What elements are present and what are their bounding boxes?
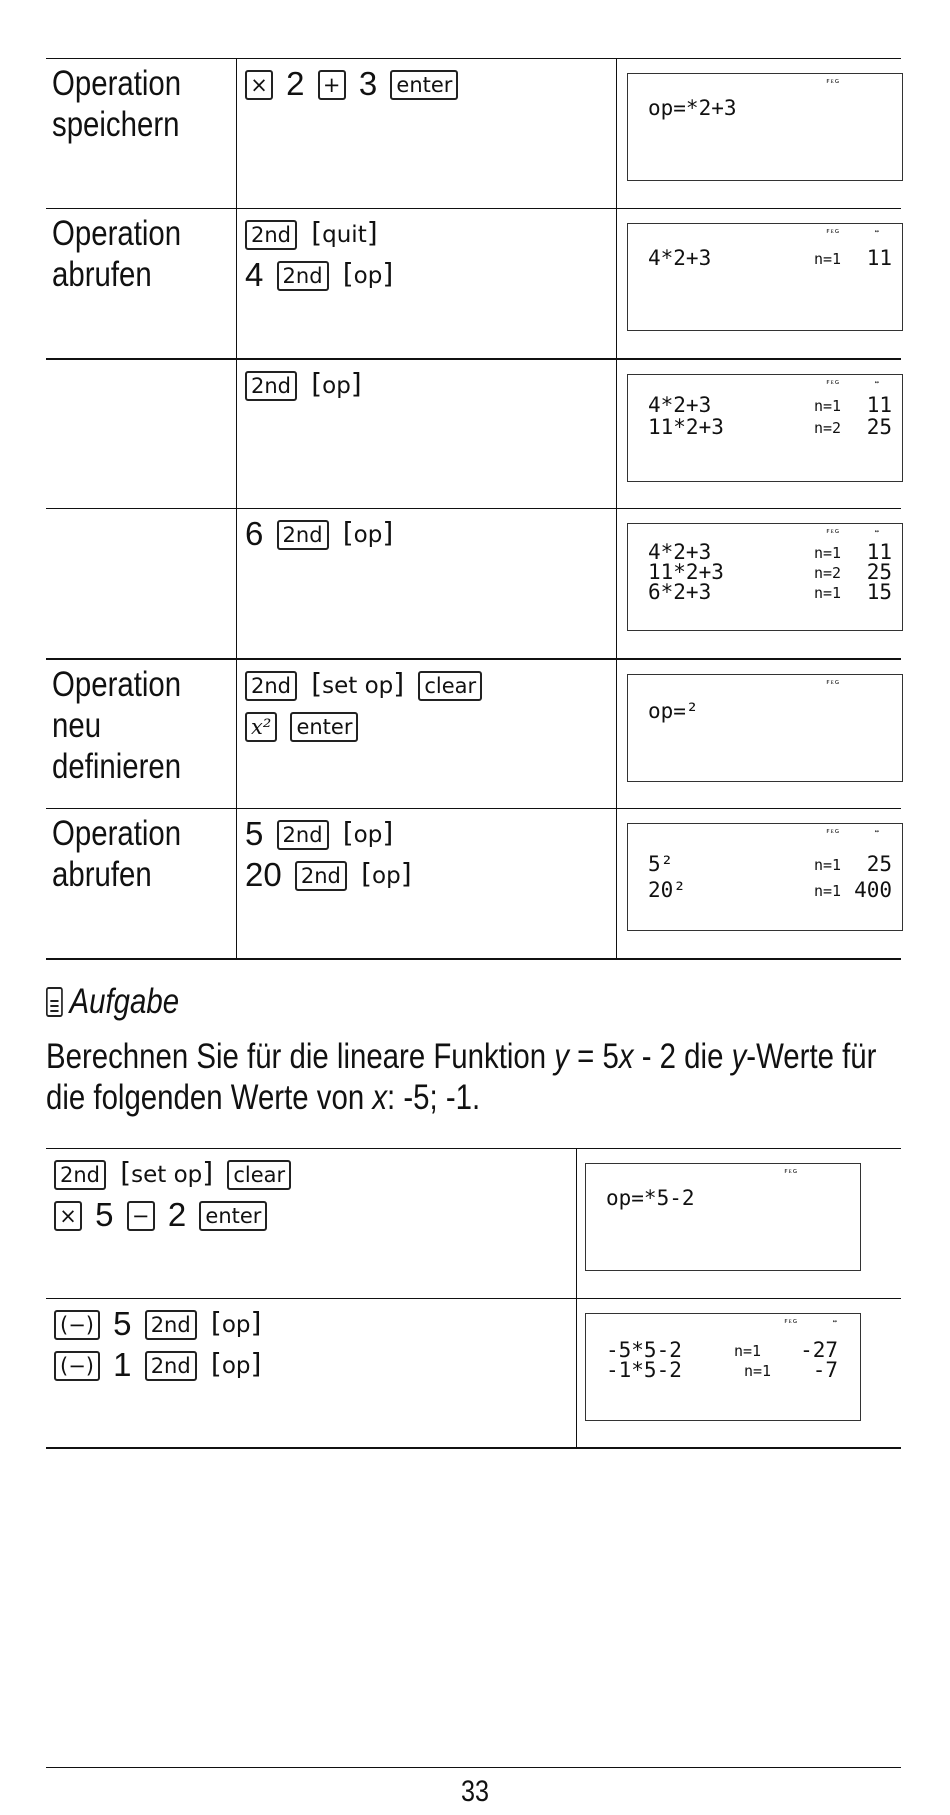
calculator-screen (627, 73, 903, 181)
2nd-key: 2nd (295, 861, 347, 891)
task-text (46, 1036, 901, 1118)
digit: 5 (245, 815, 264, 852)
screen-count: n=1 (744, 1361, 772, 1380)
2nd-key: 2nd (277, 520, 329, 550)
enter-key: enter (199, 1201, 267, 1231)
op-key: [ op ] (311, 370, 362, 400)
screen-result: -7 (812, 1357, 838, 1382)
quit-key: [ quit ] (311, 219, 377, 249)
arrow-indicator-icon: ↔ (874, 827, 880, 835)
screen-expression: 4*2+3 (648, 540, 712, 564)
screen-expression: 4*2+3 (648, 246, 712, 270)
screen-count: n=2 (814, 418, 842, 437)
minus-key: − (127, 1201, 155, 1231)
deg-indicator: ꜰᴇɢ (826, 827, 840, 835)
screen-expression: op=² (648, 698, 699, 723)
screen-result: 25 (866, 852, 892, 876)
screen-expression: 4*2+3 (648, 392, 712, 417)
clear-key: clear (418, 671, 482, 701)
screen-expression: 5² (648, 852, 674, 876)
keystrokes (237, 59, 617, 209)
set-op-key: [ set op ] (120, 1159, 213, 1189)
2nd-key: 2nd (145, 1310, 197, 1340)
screen-cell (617, 359, 902, 509)
screen-expression: -1*5-2 (606, 1357, 682, 1382)
enter-key: enter (290, 712, 358, 742)
row-label (46, 659, 237, 809)
keystrokes (46, 1148, 577, 1298)
operations-table (46, 58, 901, 960)
2nd-key: 2nd (277, 820, 329, 850)
arrow-indicator-icon: ↔ (832, 1316, 838, 1325)
screen-count: n=1 (814, 396, 842, 415)
screen-count: n=1 (814, 250, 842, 268)
table-row (46, 59, 901, 209)
calculator-screen (627, 523, 903, 631)
table-row (46, 1148, 901, 1298)
2nd-key: 2nd (54, 1160, 106, 1190)
screen-result: 25 (866, 414, 892, 439)
digit: 2 (286, 65, 305, 102)
screen-cell (617, 509, 902, 659)
table-row (46, 1298, 901, 1448)
task-var: y (731, 1036, 747, 1076)
task-var: x (618, 1036, 634, 1076)
screen-result: -27 (800, 1337, 838, 1362)
keystrokes (46, 1298, 577, 1448)
screen-expression: -5*5-2 (606, 1337, 682, 1362)
row-label-line: abrufen (52, 855, 152, 894)
op-key: [ op ] (343, 519, 394, 549)
digit: 5 (113, 1304, 132, 1342)
2nd-key: 2nd (145, 1351, 197, 1381)
row-label (46, 359, 237, 509)
2nd-key: 2nd (277, 261, 329, 291)
digit: 4 (245, 256, 264, 293)
digit: 1 (113, 1345, 132, 1383)
row-label (46, 509, 237, 659)
op-key: [ op ] (343, 819, 394, 849)
screen-result: 25 (866, 560, 892, 584)
table-row (46, 209, 901, 359)
calculator-screen (627, 374, 903, 482)
screen-cell (617, 659, 902, 809)
op-key: [ op ] (361, 860, 412, 890)
row-label-line: Operation (52, 64, 182, 103)
keystrokes (237, 209, 617, 359)
keystrokes (237, 659, 617, 809)
row-label-line: Operation (52, 814, 182, 853)
task-table (46, 1148, 901, 1450)
table-row (46, 809, 901, 959)
calculator-screen (627, 823, 903, 931)
screen-result: 11 (866, 246, 892, 270)
digit: 2 (167, 1195, 187, 1233)
digit: 3 (358, 65, 378, 102)
x-squared-key: x² (245, 712, 277, 742)
deg-indicator: ꜰᴇɢ (826, 527, 840, 535)
negative-key: (−) (54, 1351, 100, 1381)
multiply-key: × (245, 70, 273, 100)
row-label (46, 209, 237, 359)
calculator-screen (585, 1313, 861, 1421)
multiply-key: × (54, 1201, 82, 1231)
screen-count: n=1 (814, 584, 842, 602)
screen-count: n=1 (814, 544, 842, 562)
2nd-key: 2nd (245, 671, 297, 701)
row-label (46, 59, 237, 209)
screen-result: 11 (866, 540, 892, 564)
task-text-part: - 2 die (633, 1036, 732, 1076)
table-row (46, 509, 901, 659)
keystrokes (237, 359, 617, 509)
set-op-key: [ set op ] (311, 670, 404, 700)
digit: 20 (245, 856, 282, 893)
screen-cell (617, 209, 902, 359)
screen-expression: 6*2+3 (648, 580, 712, 604)
row-label-line: Operation (52, 664, 182, 704)
task-var: y (554, 1036, 569, 1076)
task-text-part: = 5 (568, 1036, 619, 1076)
task-heading (46, 982, 764, 1022)
keystrokes (237, 509, 617, 659)
task-heading-text: Aufgabe (69, 981, 180, 1021)
task-text-part: Berechnen Sie für die lineare Funktion (46, 1036, 555, 1076)
digit: 5 (95, 1195, 114, 1233)
screen-expression: 20² (648, 878, 686, 902)
deg-indicator: ꜰᴇɢ (826, 227, 840, 235)
screen-result: 11 (866, 392, 892, 417)
enter-key: enter (390, 70, 458, 100)
op-key: [ op ] (211, 1350, 262, 1380)
screen-result: 15 (866, 580, 892, 604)
task-text-part: : -5; -1. (387, 1077, 481, 1117)
calculator-screen (627, 223, 903, 331)
screen-expression: 11*2+3 (648, 414, 724, 439)
screen-expression: op=*5-2 (606, 1185, 695, 1210)
digit: 6 (245, 515, 264, 552)
op-key: [ op ] (343, 260, 394, 290)
row-label-line: abrufen (52, 255, 152, 294)
row-label-line: Operation (52, 214, 182, 253)
negative-key: (−) (54, 1310, 100, 1340)
arrow-indicator-icon: ↔ (874, 227, 880, 235)
deg-indicator: ꜰᴇɢ (826, 677, 840, 686)
row-label-line: definieren (52, 746, 182, 786)
clear-key: clear (227, 1160, 291, 1190)
plus-key: + (318, 70, 346, 100)
arrow-indicator-icon: ↔ (874, 377, 880, 386)
table-row (46, 359, 901, 509)
screen-count: n=1 (814, 856, 842, 874)
screen-cell (617, 59, 902, 209)
page-number: 33 (460, 1775, 490, 1808)
footer-rule (46, 1767, 901, 1768)
keystrokes (237, 809, 617, 959)
arrow-indicator-icon: ↔ (874, 527, 880, 535)
screen-count: n=1 (814, 882, 842, 900)
op-key: [ op ] (211, 1309, 262, 1339)
screen-result: 400 (854, 878, 892, 902)
calculator-screen (585, 1163, 861, 1271)
screen-cell (577, 1148, 902, 1298)
page-content (46, 58, 901, 1449)
table-row (46, 659, 901, 809)
row-label-line: speichern (52, 105, 180, 144)
deg-indicator: ꜰᴇɢ (784, 1166, 798, 1175)
calculator-icon (46, 987, 63, 1017)
deg-indicator: ꜰᴇɢ (784, 1316, 798, 1325)
screen-count: n=1 (734, 1341, 762, 1360)
screen-count: n=2 (814, 564, 842, 582)
calculator-screen (627, 674, 903, 782)
row-label-line: neu (52, 705, 102, 745)
task-var: x (372, 1077, 388, 1117)
2nd-key: 2nd (245, 220, 297, 250)
deg-indicator: ꜰᴇɢ (826, 377, 840, 386)
screen-expression: op=*2+3 (648, 96, 737, 120)
2nd-key: 2nd (245, 371, 297, 401)
task-text-part: -Werte für die folgenden Werte von (46, 1036, 877, 1117)
screen-expression: 11*2+3 (648, 560, 724, 584)
screen-cell (617, 809, 902, 959)
deg-indicator: ꜰᴇɢ (826, 77, 840, 85)
row-label (46, 809, 237, 959)
screen-cell (577, 1298, 902, 1448)
